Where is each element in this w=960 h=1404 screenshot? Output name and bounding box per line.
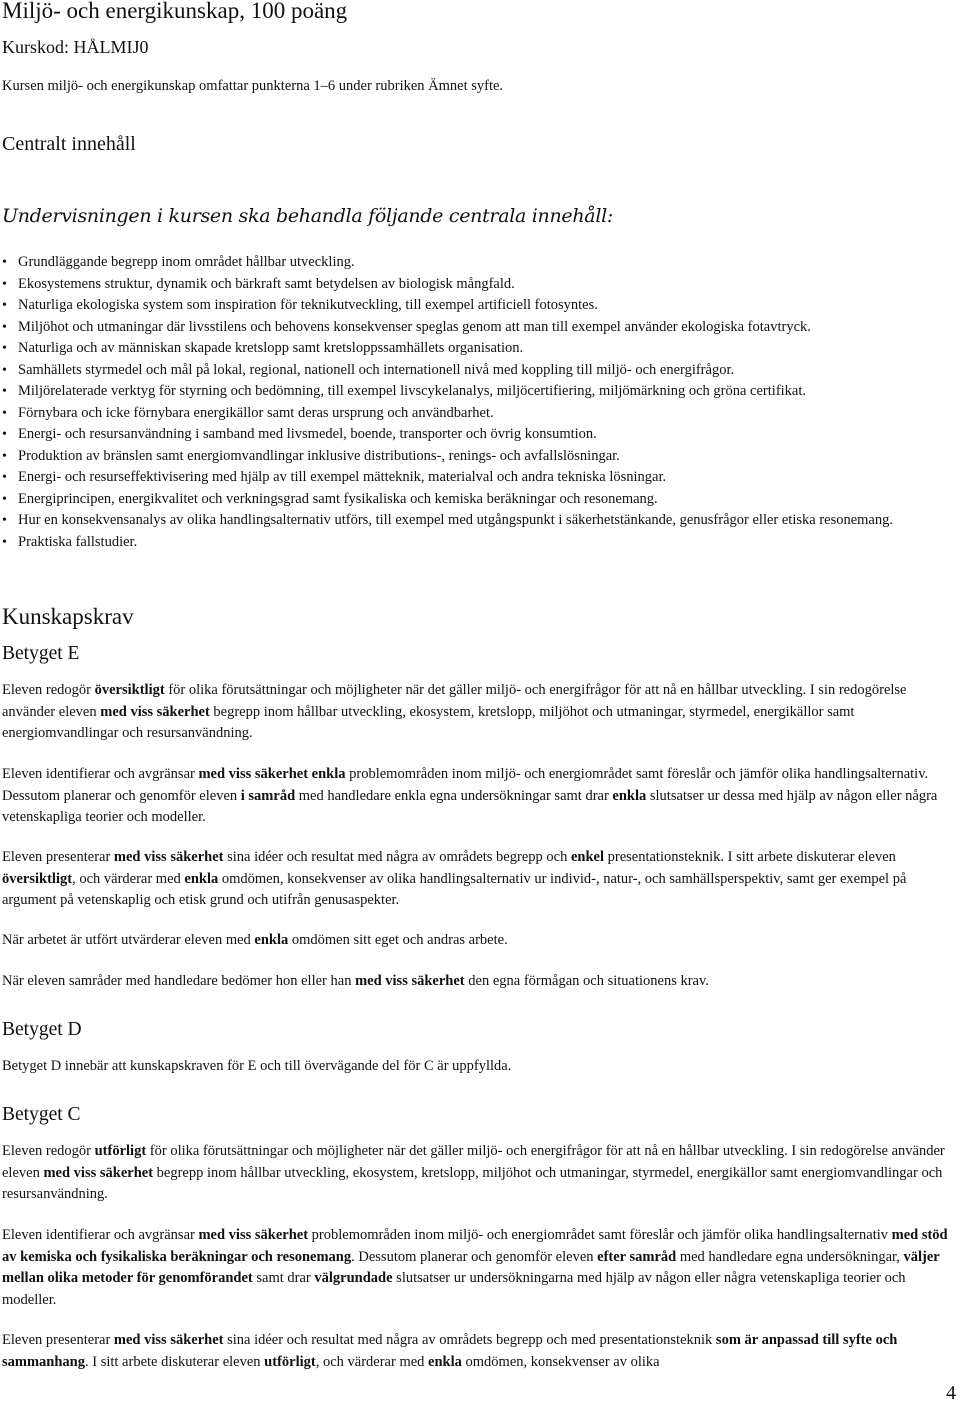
grade-e-paragraph-4 (2, 930, 957, 952)
list-item (0, 317, 955, 339)
text-run: När arbetet är utfört utvärderar eleven med (2, 932, 255, 948)
list-item-text: Naturliga och av människan skapade kretslopp samt kretsloppssamhällets organisation. (18, 340, 524, 356)
list-item-text: Förnybara och icke förnybara energikällor samt deras ursprung och användbarhet. (18, 404, 494, 421)
grade-e-paragraph-5 (2, 971, 957, 993)
text-run: omdömen, konsekvenser av olika handlingsalternativ ur individ-, natur-, och samhällsperspektiv, samt ger exempel på argument på vetenskaplig och etisk grund och utifrån genusaspekter. (2, 870, 907, 908)
text-run: Eleven presenterar (2, 1332, 114, 1348)
emphasized-text: väljer mellan olika metoder för genomförandet (2, 1248, 940, 1286)
emphasized-text: enkla (428, 1353, 462, 1370)
course-intro: Kursen miljö- och energikunskap omfattar punkterna 1–6 under rubriken Ämnet syfte. (2, 78, 504, 94)
emphasized-text: med viss säkerhet enkla (198, 766, 346, 782)
grade-e-paragraph-2 (2, 764, 957, 829)
list-item-text: Samhällets styrmedel och mål på lokal, regional, nationell och internationell nivå med koppling till miljö- och energifrågor. (18, 361, 735, 378)
page-number: 4 (946, 1382, 956, 1404)
grade-c-heading: Betyget C (2, 1104, 81, 1125)
bullet-icon: • (2, 534, 7, 550)
central-content-subheading: Undervisningen i kursen ska behandla följande centrala innehåll: (2, 205, 613, 227)
emphasized-text: med viss säkerhet (113, 849, 224, 865)
text-run: problemområden inom miljö- och energiområdet samt föreslår och jämför olika handlingsalternativ. Dessutom planerar och genomför eleven (2, 766, 929, 804)
bullet-icon: • (2, 341, 7, 356)
emphasized-text: enkla (254, 932, 289, 948)
text-run: den egna förmågan och situationens krav. (464, 973, 709, 989)
grade-e-heading: Betyget E (2, 643, 80, 664)
emphasized-text: med viss säkerhet (113, 1332, 224, 1348)
emphasized-text: utförligt (264, 1353, 316, 1370)
text-run: med handledare egna undersökningar, (676, 1248, 904, 1265)
bullet-icon: • (2, 298, 7, 313)
emphasized-text: välgrundade (314, 1270, 393, 1286)
emphasized-text: som är anpassad till syfte och sammanhang (2, 1332, 898, 1370)
emphasized-text: med stöd av kemiska och fysikaliska beräkningar och resonemang (2, 1227, 948, 1265)
emphasized-text: översiktligt (2, 870, 73, 887)
list-item-text: Miljörelaterade verktyg för styrning och bedömning, till exempel livscykelanalys, miljöcertifiering, miljömärkning och gröna certifikat. (18, 383, 807, 399)
list-item (0, 467, 955, 489)
bullet-icon: • (2, 319, 7, 335)
list-item (0, 446, 955, 468)
grade-c-paragraph-1 (2, 1141, 957, 1206)
list-item-text: Hur en konsekvensanalys av olika handlingsalternativ utförs, till exempel med utgångspunkt i säkerhetstänkande, genusfrågor eller etiska resonemang. (18, 512, 893, 528)
emphasized-text: med viss säkerhet (100, 703, 210, 720)
list-item-text: Miljöhot och utmaningar där livsstilens och behovens konsekvenser speglas genom att man till exempel använder ekologiska fotavtryck. (18, 318, 811, 335)
list-item (0, 252, 955, 274)
text-run: Betyget D innebär att kunskapskraven för E och till övervägande del för C är uppfyllda. (2, 1058, 512, 1074)
emphasized-text: översiktligt (94, 682, 165, 698)
emphasized-text: med viss säkerhet (355, 973, 465, 989)
list-item-text: Energiprincipen, energikvalitet och verkningsgrad samt fysikaliska och kemiska beräkningar och resonemang. (18, 490, 658, 507)
course-code: Kurskod: HÅLMIJ0 (2, 37, 149, 57)
text-run: omdömen sitt eget och andras arbete. (288, 932, 508, 948)
emphasized-text: i samråd (240, 787, 296, 804)
text-run: sina idéer och resultat med några av områdets begrepp och med presentationsteknik (223, 1332, 716, 1348)
text-run: problemområden inom miljö- och energiområdet samt föreslår och jämför olika handlingsalternativ (308, 1227, 892, 1243)
text-run: Eleven identifierar och avgränsar (2, 766, 199, 782)
list-item (0, 489, 955, 511)
bullet-icon: • (2, 448, 7, 464)
emphasized-text: med viss säkerhet (43, 1164, 154, 1181)
text-run: . I sitt arbete diskuterar eleven (85, 1353, 265, 1370)
list-item-text: Energi- och resursanvändning i samband med livsmedel, boende, transporter och övrig konsumtion. (18, 426, 597, 442)
bullet-icon: • (2, 276, 7, 292)
text-run: slutsatser ur undersökningarna med hjälp av någon eller några vetenskapliga teorier och modeller. (2, 1270, 906, 1308)
emphasized-text: enkla (184, 870, 219, 887)
text-run: slutsatser ur dessa med hjälp av någon eller några vetenskapliga teorier och modeller. (2, 787, 938, 825)
text-run: samt drar (252, 1270, 315, 1286)
emphasized-text: efter samråd (597, 1248, 677, 1265)
emphasized-text: enkel (570, 849, 604, 865)
emphasized-text: med viss säkerhet (198, 1227, 309, 1243)
grade-c-paragraph-2 (2, 1225, 957, 1311)
list-item (0, 403, 955, 425)
emphasized-text: utförligt (94, 1143, 147, 1159)
bullet-icon: • (2, 491, 7, 507)
text-run: begrepp inom hållbar utveckling, ekosystem, kretslopp, miljöhot och utmaningar, styrmedel, energikällor samt energiomvandlingar och resursanvändning. (2, 703, 855, 741)
bullet-icon: • (2, 255, 7, 270)
text-run: presentationsteknik. I sitt arbete diskuterar eleven (603, 849, 896, 865)
text-run: begrepp inom hållbar utveckling, ekosystem, kretslopp, miljöhot och utmaningar, styrmedel, energikällor samt energiomvandlingar och resursanvändning. (2, 1164, 943, 1202)
central-content-list (0, 252, 955, 553)
text-run: med handledare enkla egna undersökningar samt drar (295, 787, 613, 804)
bullet-icon: • (2, 405, 7, 421)
grade-e-paragraph-1 (2, 680, 957, 745)
text-run: När eleven samråder med handledare bedömer hon eller han (2, 973, 356, 989)
text-run: , och värderar med (315, 1353, 429, 1370)
list-item (0, 338, 955, 360)
bullet-icon: • (2, 513, 7, 528)
text-run: för olika förutsättningar och möjligheter när det gäller miljö- och energifrågor för att nå en hållbar utveckling. I sin redogörelse använder eleven (2, 1143, 945, 1181)
text-run: omdömen, konsekvenser av olika (461, 1353, 660, 1370)
list-item (0, 360, 955, 382)
text-run: . Dessutom planerar och genomför eleven (351, 1248, 598, 1265)
list-item-text: Ekosystemens struktur, dynamik och bärkraft samt betydelsen av biologisk mångfald. (18, 275, 515, 292)
list-item (0, 532, 955, 554)
text-run: för olika förutsättningar och möjligheter när det gäller miljö- och energifrågor för att nå en hållbar utveckling. I sin redogörelse använder eleven (2, 682, 907, 720)
bullet-icon: • (2, 427, 7, 442)
bullet-icon: • (2, 384, 7, 399)
grade-d-heading: Betyget D (2, 1019, 82, 1040)
list-item-text: Naturliga ekologiska system som inspiration för teknikutveckling, till exempel artificiell fotosyntes. (18, 297, 598, 313)
central-content-heading: Centralt innehåll (2, 133, 136, 155)
text-run: Eleven identifierar och avgränsar (2, 1227, 199, 1243)
text-run: Eleven redogör (2, 1143, 95, 1159)
bullet-icon: • (2, 362, 7, 378)
list-item-text: Grundläggande begrepp inom området hållbar utveckling. (18, 254, 355, 270)
list-item (0, 424, 955, 446)
grade-d-paragraph-1 (2, 1056, 957, 1078)
grade-c-paragraph-3 (2, 1330, 957, 1373)
text-run: Eleven presenterar (2, 849, 114, 865)
list-item-text: Praktiska fallstudier. (18, 533, 138, 550)
emphasized-text: enkla (612, 787, 647, 804)
list-item-text: Energi- och resurseffektivisering med hjälp av till exempel mätteknik, materialval och andra tekniska lösningar. (18, 469, 667, 485)
knowledge-requirements-heading: Kunskapskrav (2, 604, 134, 629)
text-run: sina idéer och resultat med några av områdets begrepp och (223, 849, 571, 865)
grade-e-paragraph-3 (2, 847, 957, 912)
list-item (0, 295, 955, 317)
list-item (0, 381, 955, 403)
list-item (0, 510, 955, 532)
list-item-text: Produktion av bränslen samt energiomvandlingar inklusive distributions-, renings- och avfallslösningar. (18, 447, 620, 464)
text-run: , och värderar med (72, 870, 185, 887)
course-title: Miljö- och energikunskap, 100 poäng (2, 0, 348, 23)
text-run: Eleven redogör (2, 682, 95, 698)
bullet-icon: • (2, 470, 7, 485)
list-item (0, 274, 955, 296)
